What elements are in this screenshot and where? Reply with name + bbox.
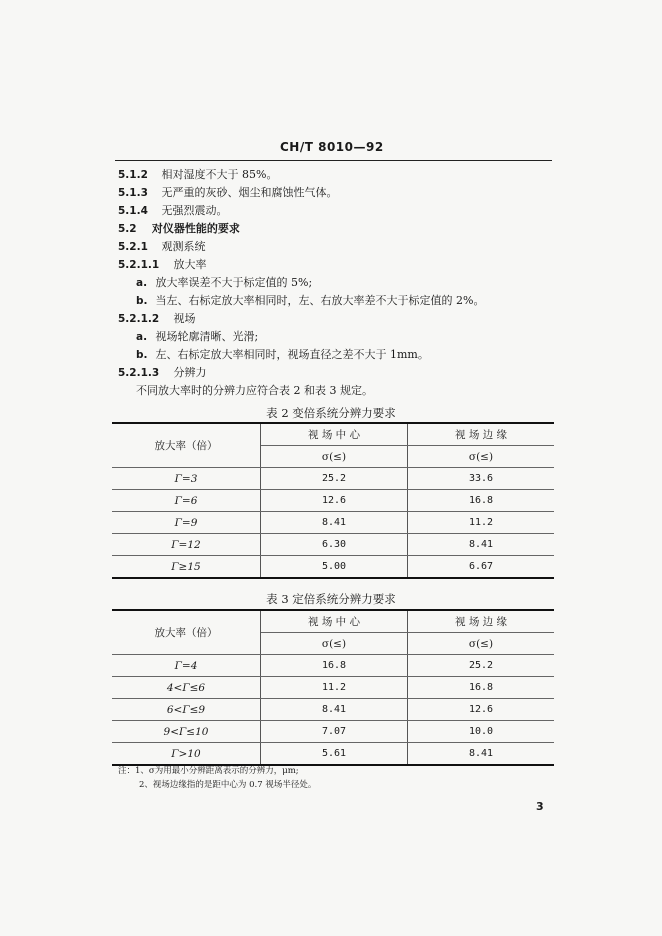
table-note-2: 2、视场边缘指的是距中心为 0.7 视场半径处。	[139, 780, 317, 790]
item-a-field: a. 视场轮廓清晰、光滑;	[136, 330, 259, 343]
table3-unit-center: σ(≤)	[261, 633, 408, 655]
table-row: Γ=6 12.6 16.8	[112, 490, 554, 512]
resolution-paragraph: 不同放大率时的分辨力应符合表 2 和表 3 规定。	[136, 384, 373, 397]
table-row: Γ>10 5.61 8.41	[112, 743, 554, 766]
page-number: 3	[536, 800, 544, 813]
section-5-2-heading: 5.2 对仪器性能的要求	[118, 222, 240, 235]
table2-header-center: 视 场 中 心	[261, 423, 408, 446]
table3-header-edge: 视 场 边 缘	[408, 610, 555, 633]
table-row: Γ≥15 5.00 6.67	[112, 556, 554, 579]
table-row: 9<Γ≤10 7.07 10.0	[112, 721, 554, 743]
item-b-field: b. 左、右标定放大率相同时，视场直径之差不大于 1mm。	[136, 348, 429, 361]
table2-caption: 表 2 变倍系统分辨力要求	[266, 406, 396, 420]
table-note-1: 注：1、σ为用最小分辨距离表示的分辨力，μm;	[118, 766, 299, 776]
table3-header-center: 视 场 中 心	[261, 610, 408, 633]
clause-5-1-4: 5.1.4 无强烈震动。	[118, 204, 228, 217]
table-row: Γ=9 8.41 11.2	[112, 512, 554, 534]
table-row: Γ=3 25.2 33.6	[112, 468, 554, 490]
table2-unit-center: σ(≤)	[261, 446, 408, 468]
table2-header-magnification: 放大率（倍）	[112, 423, 261, 468]
table-row: Γ=12 6.30 8.41	[112, 534, 554, 556]
table3-caption: 表 3 定倍系统分辨力要求	[266, 592, 396, 606]
clause-5-2-1-1: 5.2.1.1 放大率	[118, 258, 207, 271]
clause-5-2-1: 5.2.1 观测系统	[118, 240, 206, 253]
table-row: Γ=4 16.8 25.2	[112, 655, 554, 677]
clause-5-1-2: 5.1.2 相对湿度不大于 85%。	[118, 168, 278, 181]
clause-5-2-1-2: 5.2.1.2 视场	[118, 312, 196, 325]
standard-header: CH/T 8010—92	[280, 140, 384, 154]
clause-5-1-3: 5.1.3 无严重的灰砂、烟尘和腐蚀性气体。	[118, 186, 338, 199]
table3-header-magnification: 放大率（倍）	[112, 610, 261, 655]
table2-header-edge: 视 场 边 缘	[408, 423, 555, 446]
table3	[112, 609, 554, 766]
item-a-magnification: a. 放大率误差不大于标定值的 5%;	[136, 276, 313, 289]
table2	[112, 422, 554, 579]
table-row: 6<Γ≤9 8.41 12.6	[112, 699, 554, 721]
clause-5-2-1-3: 5.2.1.3 分辨力	[118, 366, 207, 379]
header-rule	[115, 160, 552, 161]
table-row: 4<Γ≤6 11.2 16.8	[112, 677, 554, 699]
table3-unit-edge: σ(≤)	[408, 633, 555, 655]
item-b-magnification: b. 当左、右标定放大率相同时，左、右放大率差不大于标定值的 2%。	[136, 294, 485, 307]
table2-unit-edge: σ(≤)	[408, 446, 555, 468]
